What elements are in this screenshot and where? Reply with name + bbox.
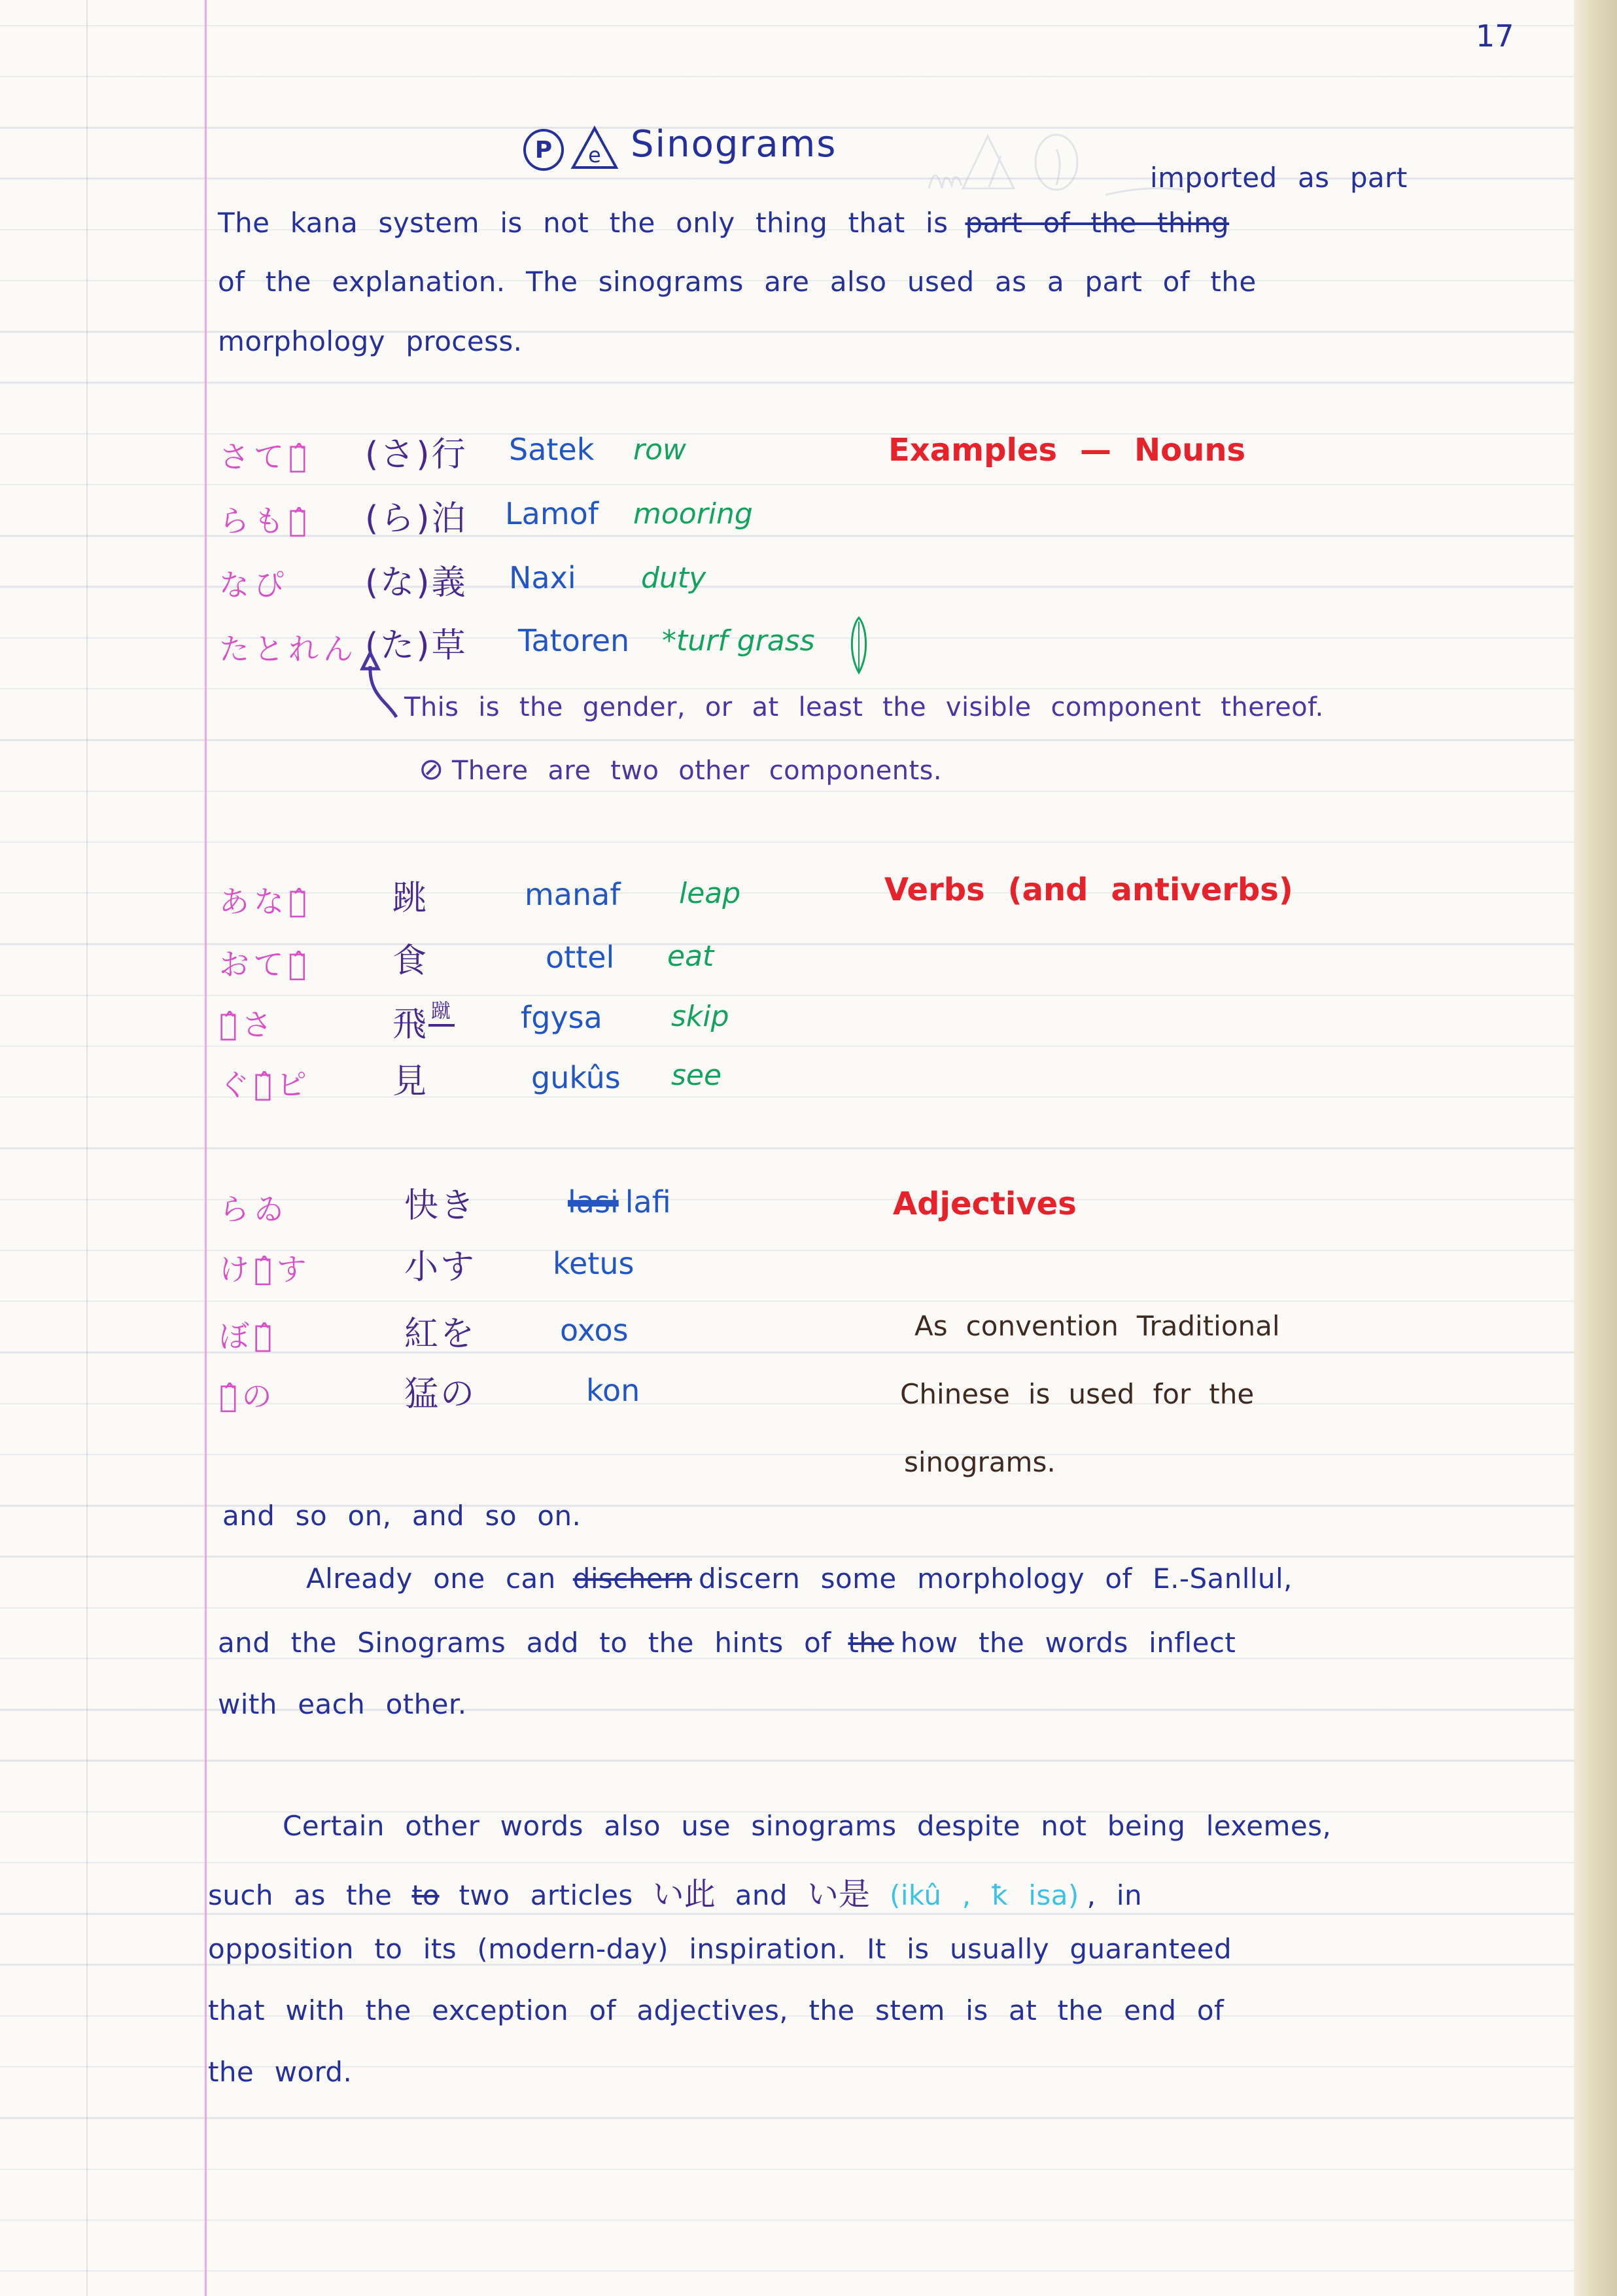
verb-row-roman: manaf xyxy=(525,877,621,912)
circled-p-label: P xyxy=(534,136,553,164)
adj-row-roman: kon xyxy=(586,1373,640,1408)
discern-line-3: with each other. xyxy=(218,1688,467,1720)
intro-line-2: of the explanation. The sinograms are also used as a part of the xyxy=(218,266,1257,298)
verb-row-kana: あなゐ̂ xyxy=(219,884,311,919)
noun-row-kana: なぴ xyxy=(219,567,288,603)
articles-gloss: (ikû , ꝁ isa) xyxy=(890,1879,1079,1911)
noun-row-sinogram: (さ)行 xyxy=(365,435,468,474)
adj-row-sinogram: 猛の xyxy=(404,1375,477,1414)
articles-line-2-mid: two articles xyxy=(459,1879,633,1911)
verb-row-sinogram-main: 飛 xyxy=(392,1005,429,1044)
articles-line-4: that with the exception of adjectives, the stem is at the end of xyxy=(208,1994,1225,2026)
and-so-on-line: and so on, and so on. xyxy=(222,1500,582,1532)
noun-row-roman: Tatoren xyxy=(518,623,630,658)
convention-note-line-2: Chinese is used for the xyxy=(900,1378,1255,1410)
article-1-sinogram: い此 xyxy=(652,1876,716,1913)
adj-row-roman-text: lafi xyxy=(625,1184,671,1220)
gender-note-line-1: This is the gender, or at least the visible component thereof. xyxy=(404,692,1324,722)
adj-row-kana: ぼそ̂ xyxy=(219,1318,277,1354)
page-title: Sinograms xyxy=(631,123,837,166)
articles-line-2-pre: such as the xyxy=(208,1879,392,1911)
up-arrow-icon xyxy=(353,652,408,720)
article-2-sinogram: い是 xyxy=(807,1876,871,1913)
convention-note-line-3: sinograms. xyxy=(904,1446,1056,1478)
verb-row-gloss: leap xyxy=(679,877,741,910)
noun-row-roman: Naxi xyxy=(509,560,576,595)
noun-row-kana: さてき̂ xyxy=(219,439,311,474)
triangle-e-icon xyxy=(570,126,619,171)
discern-line-1-pre: Already one can xyxy=(306,1563,556,1595)
noun-row-kana: らもテ̂ xyxy=(219,503,311,539)
verb-row-gloss: skip xyxy=(671,1000,729,1033)
noun-row-sinogram: (ら)泊 xyxy=(365,499,468,539)
noun-row-roman: Lamof xyxy=(505,496,599,531)
adj-row-roman-struck: lasi xyxy=(568,1184,619,1220)
articles-line-5: the word. xyxy=(208,2056,353,2088)
verb-row-gloss: eat xyxy=(667,940,714,973)
verb-row-kana: ぐニ̂ピ xyxy=(219,1067,311,1103)
gender-note-line-2-text: There are two other components. xyxy=(451,756,942,786)
gender-note-line-2 xyxy=(419,751,942,786)
verb-row-sinogram: 見 xyxy=(392,1062,429,1101)
discern-line-2-struck: the xyxy=(848,1627,894,1659)
verb-row-sinogram: 跳 xyxy=(392,879,429,918)
verb-row-roman: fgysa xyxy=(521,1000,602,1035)
noun-row-kana: たとれん xyxy=(219,631,358,667)
adj-row-sinogram: 小す xyxy=(404,1248,477,1287)
discern-line-1-post: discern some morphology of E.-Sanllul, xyxy=(699,1563,1293,1595)
discern-line-1-struck: dischern xyxy=(572,1563,693,1595)
page-crease-line xyxy=(86,0,88,2296)
discern-line-2 xyxy=(218,1627,1236,1659)
noun-row-sinogram: (た)草 xyxy=(365,626,468,665)
nouns-section-header: Examples — Nouns xyxy=(888,432,1246,468)
intro-line-1 xyxy=(218,207,1229,239)
verb-row-roman: gukûs xyxy=(531,1060,621,1095)
articles-line-2 xyxy=(208,1869,1142,1914)
noun-row-gloss: mooring xyxy=(633,497,753,531)
margin-rule xyxy=(205,0,207,2296)
convention-note-line-1: As convention Traditional xyxy=(914,1310,1280,1342)
noun-row-gloss: duty xyxy=(641,561,706,595)
discern-line-2-post: how the words inflect xyxy=(900,1627,1236,1659)
adj-row-kana: き̂の xyxy=(219,1379,277,1414)
discern-line-1 xyxy=(306,1563,1293,1595)
circled-p-icon xyxy=(523,129,564,171)
articles-conjunction: and xyxy=(735,1879,788,1911)
inserted-correction: imported as part xyxy=(1150,162,1408,194)
adj-row-sinogram: 紅を xyxy=(404,1315,477,1354)
articles-line-1: Certain other words also use sinograms despite not being lexemes, xyxy=(283,1810,1332,1842)
verb-row-sinogram-small: 蹴 xyxy=(428,1000,455,1027)
verb-row-sinogram xyxy=(392,995,455,1046)
articles-line-2-struck: to xyxy=(411,1879,440,1911)
triangle-e-label: e xyxy=(588,143,601,168)
adj-row-roman: ketus xyxy=(553,1246,635,1281)
verbs-section-header: Verbs (and antiverbs) xyxy=(884,872,1293,908)
verb-row-sinogram: 食 xyxy=(392,942,429,981)
verb-row-kana: ゔ̂さ xyxy=(219,1007,277,1042)
page-number: 17 xyxy=(1476,18,1514,54)
leaf-doodle-icon xyxy=(845,615,873,675)
intro-line-3: morphology process. xyxy=(218,325,523,357)
adj-row-roman xyxy=(568,1184,671,1220)
adj-row-roman: oxos xyxy=(560,1313,629,1348)
verb-row-gloss: see xyxy=(671,1059,722,1092)
adj-row-sinogram: 快き xyxy=(404,1186,477,1226)
articles-line-3: opposition to its (modern-day) inspiration. It is usually guaranteed xyxy=(208,1933,1232,1965)
adj-row-kana: けう̂す xyxy=(219,1252,311,1287)
noun-row-gloss: *turf grass xyxy=(662,624,815,658)
adjectives-section-header: Adjectives xyxy=(893,1186,1077,1222)
verb-row-kana: おてう̂ xyxy=(219,947,311,982)
intro-line-1-text: The kana system is not the only thing that is xyxy=(218,207,948,239)
noun-row-sinogram: (な)義 xyxy=(365,563,468,603)
noun-row-gloss: row xyxy=(633,433,686,467)
noun-row-roman: Satek xyxy=(509,432,595,467)
adj-row-kana: らゐ xyxy=(219,1192,288,1227)
page-edge-strip xyxy=(1574,0,1617,2296)
slashed-circle-icon: ⊘ xyxy=(419,751,444,786)
discern-line-2-pre: and the Sinograms add to the hints of xyxy=(218,1627,831,1659)
articles-line-2-post: , in xyxy=(1087,1879,1142,1911)
intro-line-1-struck: part of the thing xyxy=(965,207,1230,239)
verb-row-roman: ottel xyxy=(546,940,615,975)
